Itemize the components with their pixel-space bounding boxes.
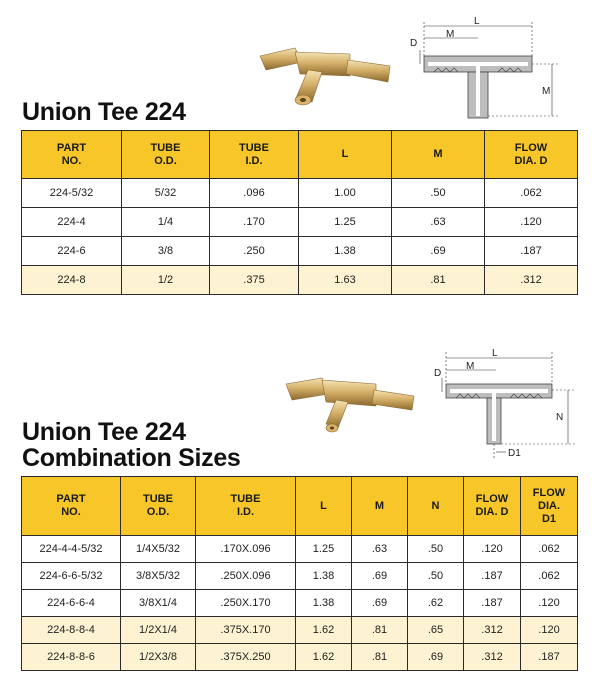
col-header-flow-dia-d: FLOW DIA. D bbox=[485, 131, 578, 179]
cell-n: .50 bbox=[408, 536, 464, 563]
table-row bbox=[22, 590, 578, 617]
cell-tube-id: .250 bbox=[210, 237, 299, 266]
cell-tube-od: 3/8X1/4 bbox=[121, 590, 196, 617]
union-tee-photo bbox=[250, 38, 410, 118]
cell-m: .69 bbox=[352, 590, 408, 617]
cell-flow-dia-d: .062 bbox=[485, 179, 578, 208]
cell-tube-id: .375 bbox=[210, 266, 299, 295]
cell-l: 1.63 bbox=[299, 266, 392, 295]
cell-l: 1.25 bbox=[299, 208, 392, 237]
section-2-subtitle: Combination Sizes bbox=[22, 444, 241, 472]
cell-flow-dia-d: .312 bbox=[464, 644, 521, 671]
table-header-row bbox=[22, 131, 578, 179]
cell-part-no: 224-5/32 bbox=[22, 179, 122, 208]
cell-flow-dia-d: .120 bbox=[464, 536, 521, 563]
cell-flow-dia-d1: .062 bbox=[521, 536, 578, 563]
cell-tube-od: 3/8X5/32 bbox=[121, 563, 196, 590]
table-row bbox=[22, 563, 578, 590]
col-header-flow-dia-d1: FLOW DIA. D1 bbox=[521, 477, 578, 536]
table-header-row bbox=[22, 477, 578, 536]
cell-tube-od: 1/4 bbox=[122, 208, 210, 237]
cell-flow-dia-d: .312 bbox=[464, 617, 521, 644]
col-header-l: L bbox=[296, 477, 352, 536]
cell-part-no: 224-6-6-5/32 bbox=[22, 563, 121, 590]
table-row bbox=[22, 179, 578, 208]
cell-tube-id: .250X.170 bbox=[196, 590, 296, 617]
cell-tube-od: 1/2 bbox=[122, 266, 210, 295]
dim-label-d: D bbox=[410, 38, 418, 49]
cell-l: 1.38 bbox=[299, 237, 392, 266]
cell-tube-od: 5/32 bbox=[122, 179, 210, 208]
cell-flow-dia-d1: .120 bbox=[521, 590, 578, 617]
union-tee-combination-photo bbox=[278, 368, 428, 444]
col-header-part-no: PART NO. bbox=[22, 477, 121, 536]
cell-tube-id: .096 bbox=[210, 179, 299, 208]
cell-n: .65 bbox=[408, 617, 464, 644]
cell-m: .63 bbox=[392, 208, 485, 237]
table-row bbox=[22, 536, 578, 563]
col-header-m: M bbox=[352, 477, 408, 536]
table-row bbox=[22, 266, 578, 295]
cell-flow-dia-d: .120 bbox=[485, 208, 578, 237]
cell-m: .69 bbox=[392, 237, 485, 266]
col-header-tube-id: TUBE I.D. bbox=[196, 477, 296, 536]
cell-flow-dia-d: .312 bbox=[485, 266, 578, 295]
dim-label-d: D bbox=[434, 368, 442, 379]
cell-m: .50 bbox=[392, 179, 485, 208]
dim-label-d1: D1 bbox=[508, 448, 521, 459]
cell-flow-dia-d1: .062 bbox=[521, 563, 578, 590]
dim-label-m-side: M bbox=[542, 86, 551, 97]
cell-n: .62 bbox=[408, 590, 464, 617]
cell-flow-dia-d: .187 bbox=[464, 563, 521, 590]
union-tee-table bbox=[21, 130, 578, 295]
col-header-l: L bbox=[299, 131, 392, 179]
cell-tube-od: 3/8 bbox=[122, 237, 210, 266]
section-2-title: Union Tee 224 bbox=[22, 418, 186, 446]
dim-label-l: L bbox=[492, 348, 498, 359]
cell-l: 1.00 bbox=[299, 179, 392, 208]
cell-l: 1.38 bbox=[296, 563, 352, 590]
cell-tube-id: .170 bbox=[210, 208, 299, 237]
col-header-tube-od: TUBE O.D. bbox=[122, 131, 210, 179]
cell-part-no: 224-4-4-5/32 bbox=[22, 536, 121, 563]
cell-part-no: 224-6 bbox=[22, 237, 122, 266]
cell-flow-dia-d1: .187 bbox=[521, 644, 578, 671]
combination-sizes-table bbox=[21, 476, 578, 671]
col-header-m: M bbox=[392, 131, 485, 179]
cell-m: .81 bbox=[352, 617, 408, 644]
table-row bbox=[22, 617, 578, 644]
cell-tube-od: 1/2X3/8 bbox=[121, 644, 196, 671]
col-header-part-no: PART NO. bbox=[22, 131, 122, 179]
col-header-flow-dia-d: FLOW DIA. D bbox=[464, 477, 521, 536]
cell-n: .69 bbox=[408, 644, 464, 671]
cell-tube-od: 1/2X1/4 bbox=[121, 617, 196, 644]
cell-m: .81 bbox=[392, 266, 485, 295]
cell-l: 1.38 bbox=[296, 590, 352, 617]
cell-m: .81 bbox=[352, 644, 408, 671]
dimension-diagram-2 bbox=[430, 346, 580, 460]
cell-tube-id: .170X.096 bbox=[196, 536, 296, 563]
table-row bbox=[22, 208, 578, 237]
cell-part-no: 224-4 bbox=[22, 208, 122, 237]
cell-l: 1.25 bbox=[296, 536, 352, 563]
table-row bbox=[22, 237, 578, 266]
cell-flow-dia-d: .187 bbox=[485, 237, 578, 266]
table-row bbox=[22, 644, 578, 671]
dim-label-m-top: M bbox=[446, 29, 455, 40]
cell-part-no: 224-6-6-4 bbox=[22, 590, 121, 617]
cell-tube-id: .375X.170 bbox=[196, 617, 296, 644]
cell-part-no: 224-8 bbox=[22, 266, 122, 295]
col-header-n: N bbox=[408, 477, 464, 536]
cell-part-no: 224-8-8-4 bbox=[22, 617, 121, 644]
cell-tube-od: 1/4X5/32 bbox=[121, 536, 196, 563]
cell-flow-dia-d: .187 bbox=[464, 590, 521, 617]
cell-l: 1.62 bbox=[296, 617, 352, 644]
col-header-tube-od: TUBE O.D. bbox=[121, 477, 196, 536]
dim-label-m-top: M bbox=[466, 361, 475, 372]
dim-label-n: N bbox=[556, 412, 564, 423]
cell-m: .69 bbox=[352, 563, 408, 590]
cell-flow-dia-d1: .120 bbox=[521, 617, 578, 644]
section-1-title: Union Tee 224 bbox=[22, 98, 186, 126]
cell-tube-id: .375X.250 bbox=[196, 644, 296, 671]
dimension-diagram-1 bbox=[408, 16, 568, 128]
cell-n: .50 bbox=[408, 563, 464, 590]
cell-part-no: 224-8-8-6 bbox=[22, 644, 121, 671]
dim-label-l: L bbox=[474, 16, 480, 27]
cell-l: 1.62 bbox=[296, 644, 352, 671]
col-header-tube-id: TUBE I.D. bbox=[210, 131, 299, 179]
cell-tube-id: .250X.096 bbox=[196, 563, 296, 590]
cell-m: .63 bbox=[352, 536, 408, 563]
